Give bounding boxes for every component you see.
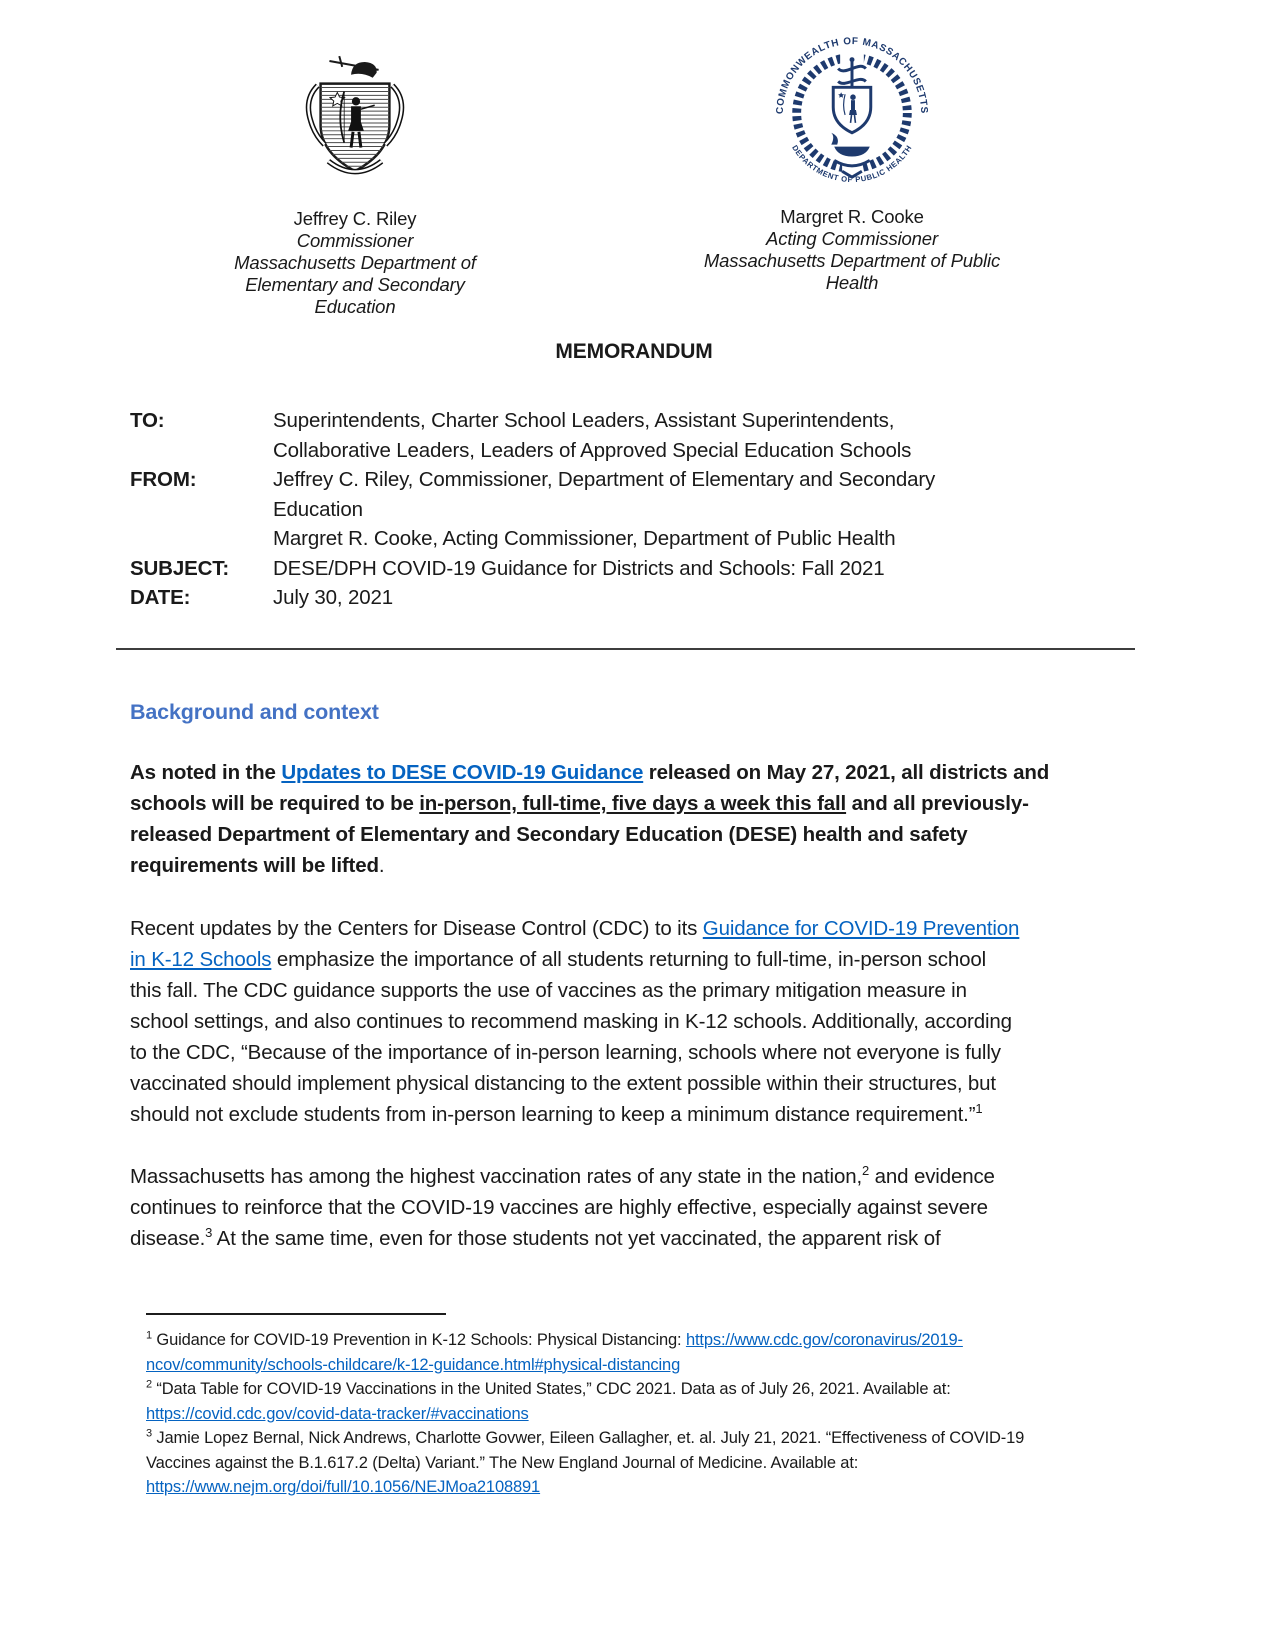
footnote-text: Guidance for COVID-19 Prevention in K-12 Schools: Physical Distancing: [151,1331,686,1349]
field-value-from: Jeffrey C. Riley, Commissioner, Department of Elementary and Secondary Education Margret R. Cooke, Acting Commissioner, Department of Public Health [273,468,936,550]
footnote-separator-rule [146,1313,446,1315]
header-divider-rule [116,648,1135,650]
memo-field-date [130,583,1140,613]
paragraph-vaccination-rates [130,1161,995,1254]
right-official-name: Margret R. Cooke [780,206,924,227]
footnote-marker-2: 2 [146,1378,152,1391]
left-official-name: Jeffrey C. Riley [293,208,417,229]
text-run: and all previously- [846,792,1029,815]
footnote-marker-1: 1 [146,1329,152,1342]
footnote-reference-3: 3 [205,1225,213,1241]
text-run: this fall. The CDC guidance supports the use of vaccines as the primary mitigation measure in [130,979,967,1002]
seal-ring-top-text: COMMONWEALTH OF MASSACHUSETTS [774,35,930,115]
right-official-org-line1: Massachusetts Department of Public Health [703,250,1001,293]
link-cdc-physical-distancing-line1[interactable]: https://www.cdc.gov/coronavirus/2019- [685,1331,963,1349]
memo-title: MEMORANDUM [555,340,713,363]
field-label-to: TO: [130,409,165,432]
link-cdc-physical-distancing-line2[interactable]: ncov/community/schools-childcare/k-12-guidance.html#physical-distancing [146,1355,681,1374]
text-run: released on May 27, 2021, all districts and [643,761,1050,784]
massachusetts-state-seal-icon [296,46,414,194]
memo-fields [130,406,1140,613]
text-run: requirements will be lifted [130,854,379,877]
field-label-subject: SUBJECT: [130,556,230,580]
text-run: . [378,854,385,877]
footnote-text: Jamie Lopez Bernal, Nick Andrews, Charlotte Govwer, Eileen Gallagher, et. al. July 21, 2021. “Effectiveness of COVID-19 [151,1429,1025,1447]
header-left-official [212,46,498,318]
memo-field-from [130,465,1140,554]
footnote-reference-1: 1 [975,1101,983,1117]
footnote-reference-2: 2 [862,1163,870,1179]
section-heading: Background and context [130,700,379,724]
field-label-from: FROM: [130,468,197,491]
text-run: continues to reinforce that the COVID-19 vaccines are highly effective, especially against severe [130,1196,988,1219]
field-label-date: DATE: [130,586,191,609]
footnote-3 [146,1426,1106,1500]
field-value-date: July 30, 2021 [273,586,393,609]
field-value-subject: DESE/DPH COVID-19 Guidance for Districts and Schools: Fall 2021 [273,556,885,580]
link-cdc-data-tracker[interactable]: https://covid.cdc.gov/covid-data-tracker/#vaccinations [146,1404,529,1423]
paragraph-policy-summary [130,757,1049,881]
link-updates-to-dese-covid-guidance[interactable]: Updates to DESE COVID-19 Guidance [281,761,644,784]
link-cdc-guidance-k12-line2[interactable]: in K-12 Schools [130,948,272,971]
footnotes-block [146,1328,1106,1500]
footnote-2 [146,1377,1106,1426]
footnote-text: “Data Table for COVID-19 Vaccinations in the United States,” CDC 2021. Data as of July 26, 2021. Available at: [151,1380,951,1398]
footnote-marker-3: 3 [146,1427,152,1440]
text-run: schools will be required to be [130,792,420,815]
right-official-title: Acting Commissioner [766,228,938,249]
text-run: to the CDC, “Because of the importance of in-person learning, schools where not everyone is fully [130,1041,1001,1064]
department-of-public-health-seal-icon [773,34,931,192]
text-run: disease. [130,1227,206,1250]
text-run: Massachusetts has among the highest vaccination rates of any state in the nation, [130,1165,862,1188]
text-run: and evidence [869,1165,995,1188]
memo-field-to [130,406,1140,465]
text-run: school settings, and also continues to recommend masking in K-12 schools. Additionally, according [130,1010,1012,1033]
left-official-org-line2: Elementary and Secondary Education [245,274,465,317]
left-official-title: Commissioner [296,230,414,251]
seal-ring-bottom-text: DEPARTMENT OF PUBLIC HEALTH [790,143,914,185]
text-run: should not exclude students from in-person learning to keep a minimum distance requirement.” [130,1103,976,1126]
text-run: At the same time, even for those students not yet vaccinated, the apparent risk of [212,1227,941,1250]
paragraph-cdc-updates [130,913,1019,1130]
header-right-official [677,34,1027,294]
left-official-org-line1: Massachusetts Department of [234,252,476,273]
text-run: emphasize the importance of all students returning to full-time, in-person school [271,948,987,971]
text-run: vaccinated should implement physical distancing to the extent possible within their structures, but [130,1072,996,1095]
link-cdc-guidance-k12-line1[interactable]: Guidance for COVID-19 Prevention [702,917,1020,940]
footnote-1 [146,1328,1106,1377]
text-run: released Department of Elementary and Secondary Education (DESE) health and safety [130,823,968,846]
text-run: Recent updates by the Centers for Disease Control (CDC) to its [130,917,703,940]
field-value-to: Superintendents, Charter School Leaders, Assistant Superintendents, Collaborative Leaders, Leaders of Approved Special Education Schools [273,409,912,462]
footnote-text: Vaccines against the B.1.617.2 (Delta) Variant.” The New England Journal of Medicine. Available at: [146,1453,859,1472]
text-run: As noted in the [130,761,282,784]
link-nejm-article[interactable]: https://www.nejm.org/doi/full/10.1056/NEJMoa2108891 [146,1478,541,1496]
memo-field-subject [130,554,1140,584]
text-run-underlined: in-person, full-time, five days a week this fall [419,792,847,815]
